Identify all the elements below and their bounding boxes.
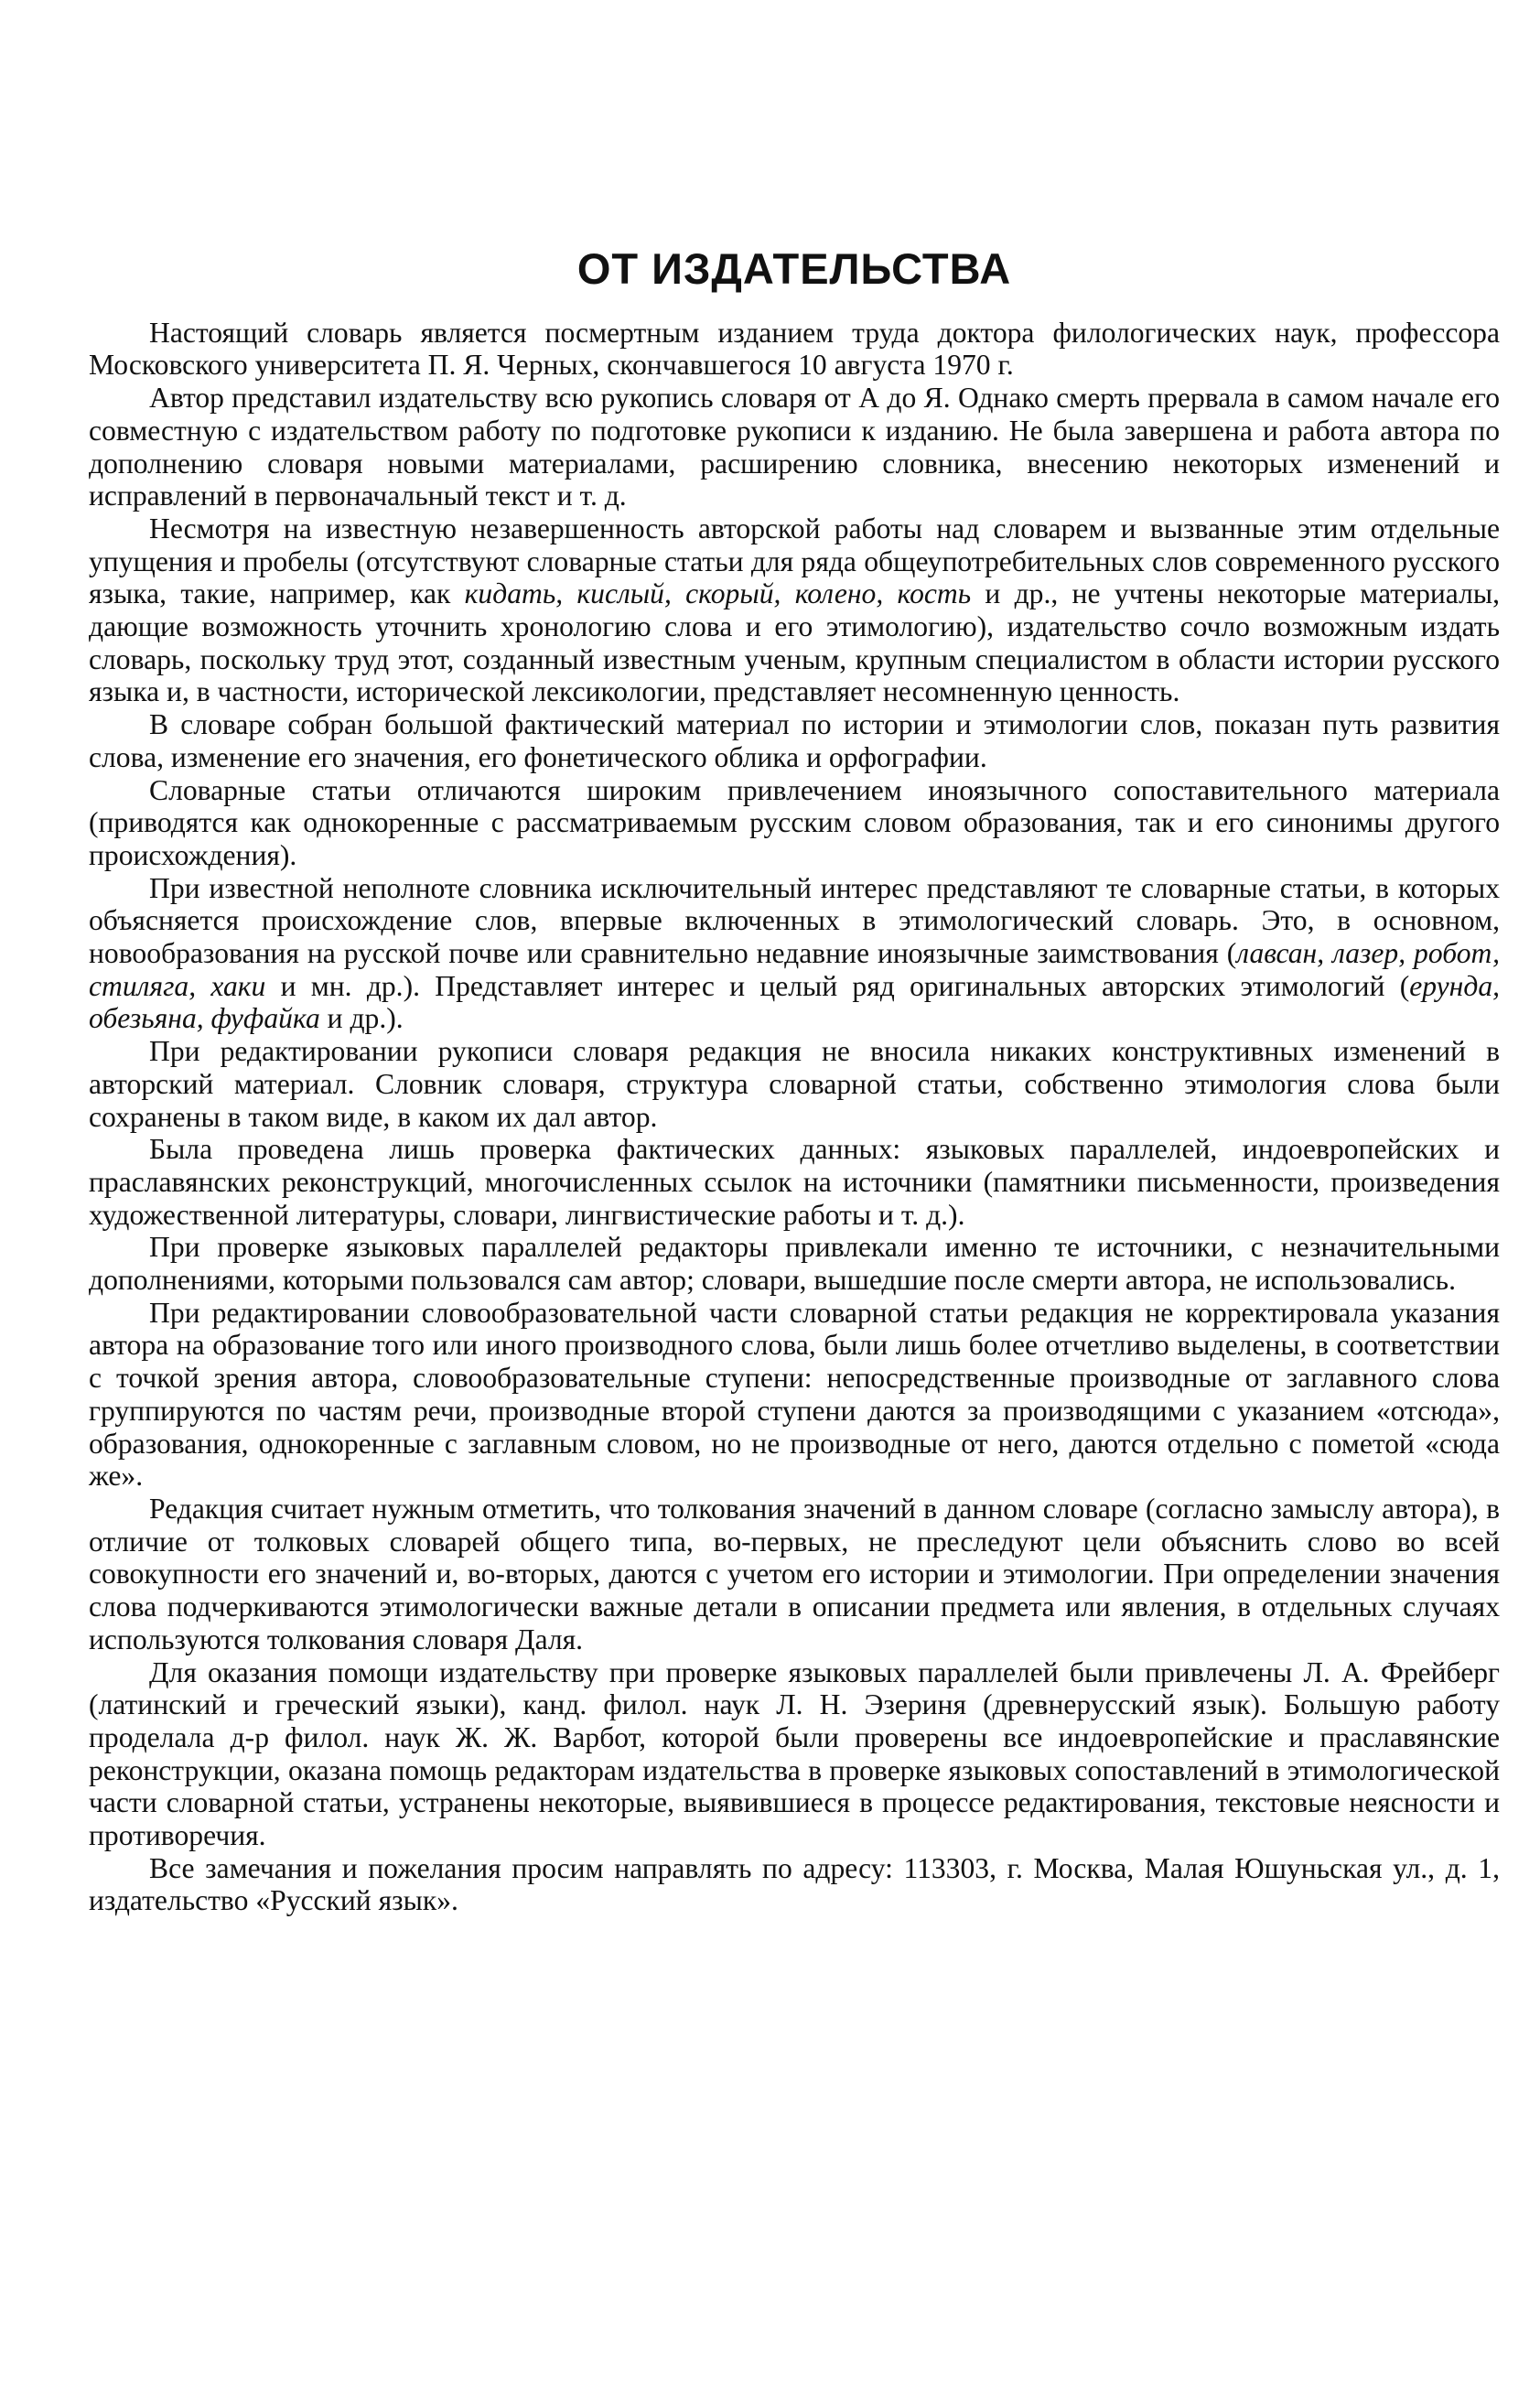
page xyxy=(89,245,1500,1917)
paragraph-text: Редакция считает нужным отметить, что толкования значений в данном словаре (согласно замыслу автора), в отличие от толковых словарей общего типа, во-первых, не преследуют цели объяснить слово во всей совокупности его значений и, во-вторых, даются с учетом его истории и этимологии. При определении значения слова подчеркиваются этимологически важные детали в описании предмета или явления, в отдельных случаях используются толкования словаря Даля. xyxy=(89,1493,1500,1655)
paragraph xyxy=(89,317,1500,382)
paragraph-text: Была проведена лишь проверка фактических данных: языковых параллелей, индоевропейских и праславянских реконструкций, многочисленных ссылок на источники (памятники письменности, произведения художественной литературы, словари, лингвистические работы и т. д.). xyxy=(89,1133,1500,1231)
paragraph-text: Несмотря на известную незавершенность авторской работы над словарем и вызванные этим отдельные упущения и пробелы (отсутствуют словарные статьи для ряда общеупотребительных слов современного русского языка, такие, например, как xyxy=(89,512,1500,610)
paragraph xyxy=(89,1133,1500,1231)
body-text xyxy=(89,317,1500,1917)
paragraph xyxy=(89,1231,1500,1296)
paragraph xyxy=(89,1035,1500,1133)
page-title: ОТ ИЗДАТЕЛЬСТВА xyxy=(576,244,1012,293)
paragraph xyxy=(89,708,1500,773)
paragraph xyxy=(89,1493,1500,1656)
paragraph-text: При проверке языковых параллелей редакторы привлекали именно те источники, с незначительными дополнениями, которыми пользовался сам автор; словари, вышедшие после смерти автора, не использовались. xyxy=(89,1231,1500,1297)
paragraph xyxy=(89,1656,1500,1852)
paragraph-text: и мн. др.). Представляет интерес и целый ряд оригинальных авторских этимологий ( xyxy=(265,969,1410,1002)
paragraph-text: Словарные статьи отличаются широким привлечением иноязычного сопоставительного материала (приводятся как однокоренные с рассматриваемым русским словом образования, так и его синонимы другого происхождения). xyxy=(89,773,1500,871)
paragraph xyxy=(89,512,1500,708)
paragraph xyxy=(89,774,1500,872)
paragraph-text: и др.). xyxy=(319,1002,404,1035)
paragraph-text: При известной неполноте словника исключительный интерес представляют те словарные статьи, в которых объясняется происхождение слов, впервые включенных в этимологический словарь. Это, в основном, новообразования на русской почве или сравнительно недавние иноязычные заимствования ( xyxy=(89,871,1500,970)
paragraph-text: В словаре собран большой фактический материал по истории и этимологии слов, показан путь развития слова, изменение его значения, его фонетического облика и орфографии. xyxy=(89,708,1500,773)
paragraph-text: Для оказания помощи издательству при проверке языковых параллелей были привлечены Л. А. Фрейберг (латинский и греческий языки), канд. филол. наук Л. Н. Эзериня (древнерусский язык). Большую работу проделала д-р филол. наук Ж. Ж. Варбот, которой были проверены все индоевропейские и праславянские реконструкции, оказана помощь редакторам издательства в проверке языковых сопоставлений в этимологической части словарной статьи, устранены некоторые, выявившиеся в процессе редактирования, текстовые неясности и противоречия. xyxy=(89,1655,1500,1852)
paragraph xyxy=(89,872,1500,1036)
paragraph-text: При редактировании словообразовательной части словарной статьи редакция не корректировала указания автора на образование того или иного производного слова, были лишь более отчетливо выделены, в соответствии с точкой зрения автора, словообразовательные ступени: непосредственные производные от заглавного слова группируются по частям речи, производные второй ступени даются за производящими с указанием «отсюда», образования, однокоренные с заглавным словом, но не производные от него, даются отдельно с пометой «сюда же». xyxy=(89,1296,1500,1493)
paragraph-text: Все замечания и пожелания просим направлять по адресу: 113303, г. Москва, Малая Юшуньская ул., д. 1, издательство «Русский язык». xyxy=(89,1851,1500,1917)
italic-example-words: лавсан, лазер, робот, стиляга, хаки xyxy=(89,937,1500,1002)
italic-example-words: кидать, кислый, скорый, колено, кость xyxy=(464,577,972,610)
paragraph-text: При редактировании рукописи словаря редакция не вносила никаких конструктивных изменений в авторский материал. Словник словаря, структура словарной статьи, собственно этимология слова были сохранены в таком виде, в каком их дал автор. xyxy=(89,1035,1500,1133)
paragraph-text: Автор представил издательству всю рукопись словаря от А до Я. Однако смерть прервала в самом начале его совместную с издательством работу по подготовке рукописи к изданию. Не была завершена и работа автора по дополнению словаря новыми материалами, расширению словника, внесению некоторых изменений и исправлений в первоначальный текст и т. д. xyxy=(89,382,1500,512)
paragraph-text: Настоящий словарь является посмертным изданием труда доктора филологических наук, профессора Московского университета П. Я. Черных, скончавшегося 10 августа 1970 г. xyxy=(89,316,1500,382)
paragraph-text: и др., не учтены некоторые материалы, дающие возможность уточнить хронологию слова и его этимологию), издательство сочло возможным издать словарь, поскольку труд этот, созданный известным ученым, крупным специалистом в области истории русского языка и, в частности, исторической лексикологии, представляет несомненную ценность. xyxy=(89,577,1500,708)
paragraph xyxy=(89,1297,1500,1493)
paragraph xyxy=(89,382,1500,512)
italic-example-words: ерунда, обезьяна, фуфайка xyxy=(89,969,1501,1035)
paragraph xyxy=(89,1852,1500,1917)
